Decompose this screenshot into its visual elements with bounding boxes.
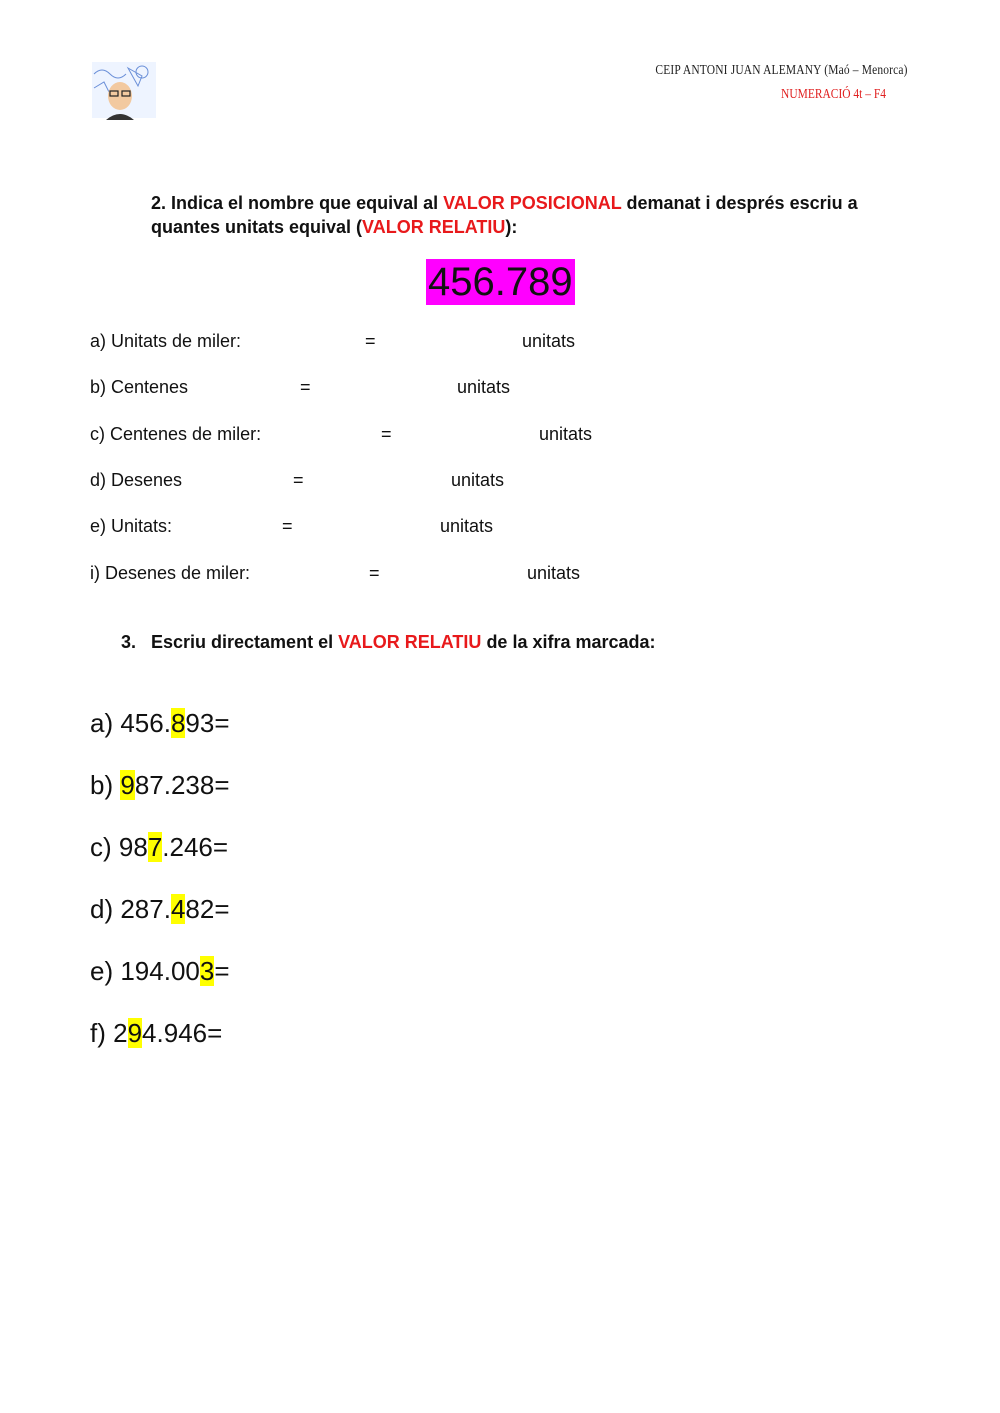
exercise-c-post: .246= (162, 832, 229, 862)
row-unit-b: unitats (457, 377, 511, 397)
row-equals-b: = (300, 377, 311, 397)
exercise-c-marked-digit: 7 (147, 832, 163, 862)
question-3-valor-relatiu: VALOR RELATIU (338, 632, 482, 652)
exercise-a-post: 93= (185, 708, 230, 738)
row-label-a: a) Unitats de miler: (90, 331, 242, 351)
row-unit-d: unitats (451, 470, 505, 490)
row-label-d: d) Desenes (90, 470, 183, 490)
exercise-f (90, 1018, 222, 1048)
exercise-a-pre: a) 456. (90, 708, 171, 738)
valor-relatiu-highlight: VALOR RELATIU (362, 217, 506, 237)
exercise-c (90, 832, 228, 862)
teacher-avatar-logo (88, 58, 160, 122)
target-number: 456.789 (428, 260, 573, 304)
exercise-a (90, 708, 230, 738)
school-name: CEIP ANTONI JUAN ALEMANY (Maó – Menorca) (655, 63, 908, 78)
question-3-number: 3. (121, 632, 137, 652)
row-equals-i: = (369, 563, 380, 583)
worksheet-subject: NUMERACIÓ 4t – F4 (781, 87, 886, 102)
exercise-f-marked-digit: 9 (127, 1018, 143, 1048)
row-equals-a: = (365, 331, 376, 351)
exercise-c-pre: c) 98 (90, 832, 148, 862)
exercise-e-post: = (214, 956, 230, 986)
question-2-number: 2. (151, 193, 167, 213)
exercise-e (90, 956, 230, 986)
question-3-text-2: de la xifra marcada: (486, 632, 656, 652)
row-unit-i: unitats (527, 563, 581, 583)
row-unit-e: unitats (440, 516, 494, 536)
question-2-text-1: Indica el nombre que equival al (171, 193, 439, 213)
exercise-b-marked-digit: 9 (120, 770, 135, 800)
row-equals-e: = (282, 516, 293, 536)
exercise-d-marked-digit: 4 (170, 894, 186, 924)
exercise-e-pre: e) 194.00 (90, 956, 200, 986)
row-equals-d: = (293, 470, 304, 490)
exercise-d-pre: d) 287. (90, 894, 171, 924)
row-unit-a: unitats (522, 331, 576, 351)
exercise-d (90, 894, 230, 924)
question-2-text-3: ): (505, 217, 518, 237)
question-2-instruction (151, 191, 891, 239)
exercise-f-pre: f) 2 (90, 1018, 128, 1048)
question-3-instruction (121, 630, 656, 654)
exercise-f-post: 4.946= (142, 1018, 223, 1048)
row-label-e: e) Unitats: (90, 516, 173, 536)
question-3-text-1: Escriu directament el (151, 632, 334, 652)
exercise-d-post: 82= (185, 894, 230, 924)
question-2-text-2: demanat i després escriu a quantes unitats equival ( (151, 193, 858, 237)
row-label-b: b) Centenes (90, 377, 189, 397)
row-equals-c: = (381, 424, 392, 444)
row-label-i: i) Desenes de miler: (90, 563, 251, 583)
exercise-e-marked-digit: 3 (199, 956, 215, 986)
exercise-b (90, 770, 230, 800)
exercise-a-marked-digit: 8 (170, 708, 186, 738)
valor-posicional-highlight: VALOR POSICIONAL (443, 193, 622, 213)
exercise-b-pre: b) (90, 770, 121, 800)
row-label-c: c) Centenes de miler: (90, 424, 262, 444)
exercise-b-post: 87.238= (134, 770, 230, 800)
row-unit-c: unitats (539, 424, 593, 444)
